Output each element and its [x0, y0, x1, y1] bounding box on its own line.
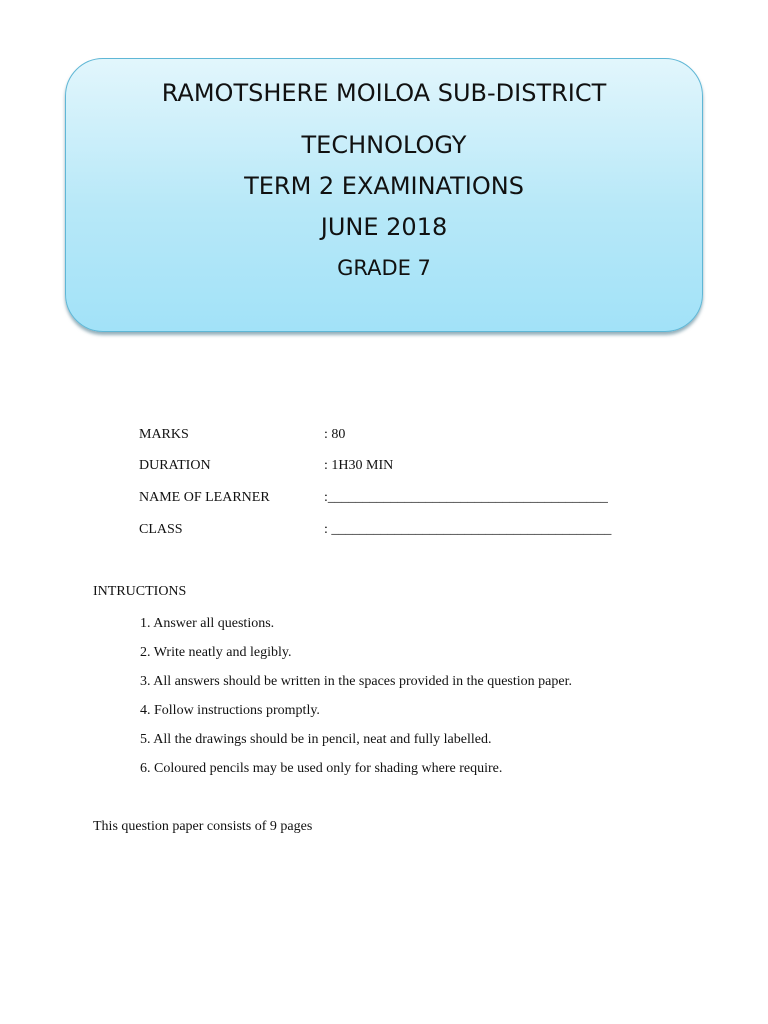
- class-label: CLASS: [139, 522, 183, 537]
- instruction-item: 5. All the drawings should be in pencil, neat and fully labelled.: [140, 732, 492, 747]
- marks-value: : 80: [324, 427, 346, 442]
- instruction-item: 3. All answers should be written in the spaces provided in the question paper.: [140, 674, 572, 689]
- marks-label: MARKS: [139, 427, 189, 442]
- instruction-item: 1. Answer all questions.: [140, 616, 275, 631]
- sub-district-title: RAMOTSHERE MOILOA SUB-DISTRICT: [161, 79, 607, 107]
- grade-label: GRADE 7: [337, 256, 431, 280]
- exam-date: JUNE 2018: [320, 213, 448, 241]
- exam-title: TERM 2 EXAMINATIONS: [244, 172, 524, 200]
- instruction-item: 4. Follow instructions promptly.: [140, 703, 320, 718]
- instructions-heading: INTRUCTIONS: [93, 584, 187, 599]
- learner-name-blank: :________________________________________: [324, 490, 608, 505]
- duration-value: : 1H30 MIN: [324, 458, 394, 473]
- page-count-note: This question paper consists of 9 pages: [93, 819, 313, 834]
- instruction-item: 2. Write neatly and legibly.: [140, 645, 292, 660]
- subject-title: TECHNOLOGY: [301, 131, 467, 159]
- title-banner: [65, 58, 703, 332]
- duration-label: DURATION: [139, 458, 211, 473]
- learner-name-label: NAME OF LEARNER: [139, 490, 270, 505]
- instruction-item: 6. Coloured pencils may be used only for shading where require.: [140, 761, 503, 776]
- class-blank: : ________________________________________: [324, 522, 612, 537]
